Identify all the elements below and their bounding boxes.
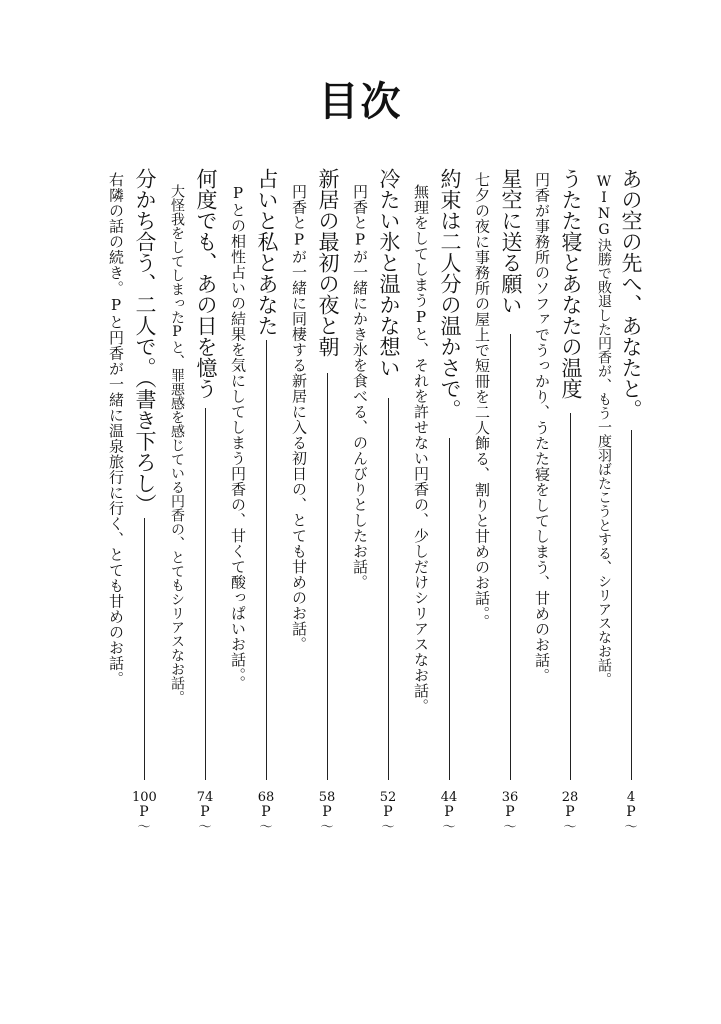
leader-line — [144, 518, 145, 780]
toc-entry-description: 七夕の夜に事務所の屋上で短冊を二人飾る、割りと甘めのお話。。 — [473, 172, 491, 630]
toc-entry-description: 円香が事務所のソファでうっかり、うたた寝をしてしまう、甘めのお話。 — [533, 172, 551, 684]
toc-entry-title[interactable]: 約束は二人分の温かさで。 — [438, 168, 462, 420]
toc-entry-description: WING決勝で敗退した円香が、もう一度羽ばたこうとする、シリアスなお話。 — [596, 174, 612, 686]
toc-page-number: 52 P 〜 — [379, 790, 397, 835]
toc-page-number: 68 P 〜 — [257, 790, 275, 835]
toc-entry-description: Pとの相性占いの結果を気にしてしまう円香の、甘くて酸っぱいお話。。 — [229, 184, 247, 691]
toc-entry-title[interactable]: 何度でも、あの日を憶う — [194, 168, 218, 399]
toc-entry-title[interactable]: 分かち合う、二人で。（書き下ろし） — [133, 168, 157, 515]
leader-line — [631, 430, 632, 780]
toc-page-number: 36 P 〜 — [501, 790, 519, 835]
toc-entry-description: 円香とPが一緒に同棲する新居に入る初日の、とても甘めのお話。 — [290, 184, 308, 652]
toc-entry-title[interactable]: 星空に送る願い — [499, 168, 523, 315]
leader-line — [510, 334, 511, 780]
table-of-contents — [80, 168, 650, 848]
toc-entry-title[interactable]: 新居の最初の夜と朝 — [316, 168, 340, 357]
leader-line — [205, 408, 206, 780]
toc-entry-description: 大怪我をしてしまったPと、罪悪感を感じている円香の、とてもシリアスなお話。 — [169, 184, 185, 704]
toc-entry-description: 右隣の話の続き。Pと円香が一緒に温泉旅行に行く、とても甘めのお話。 — [107, 172, 125, 687]
toc-entry-title[interactable]: あの空の先へ、あなたと。 — [619, 168, 643, 420]
toc-page-number: 28 P 〜 — [561, 790, 579, 835]
toc-page-number: 58 P 〜 — [318, 790, 336, 835]
toc-entry-title[interactable]: 冷たい氷と温かな想い — [377, 168, 401, 378]
toc-page-number: 74 P 〜 — [196, 790, 214, 835]
leader-line — [570, 413, 571, 780]
toc-entry-description: 無理をしてしまうPと、それを許せない円香の、少しだけシリアスなお話。 — [412, 184, 430, 714]
toc-entry-title[interactable]: うたた寝とあなたの温度 — [559, 168, 583, 399]
leader-line — [327, 373, 328, 780]
toc-entry-title[interactable]: 占いと私とあなた — [255, 168, 279, 336]
leader-line — [449, 438, 450, 780]
leader-line — [266, 340, 267, 780]
toc-entry-description: 円香とPが一緒にかき氷を食べる、のんびりとしたお話。 — [351, 184, 369, 590]
toc-page-number: 4 P 〜 — [624, 790, 638, 835]
page-title: 目次 — [318, 78, 403, 125]
toc-page-number: 100 P 〜 — [132, 790, 157, 835]
toc-page-number: 44 P 〜 — [440, 790, 458, 835]
leader-line — [388, 398, 389, 780]
